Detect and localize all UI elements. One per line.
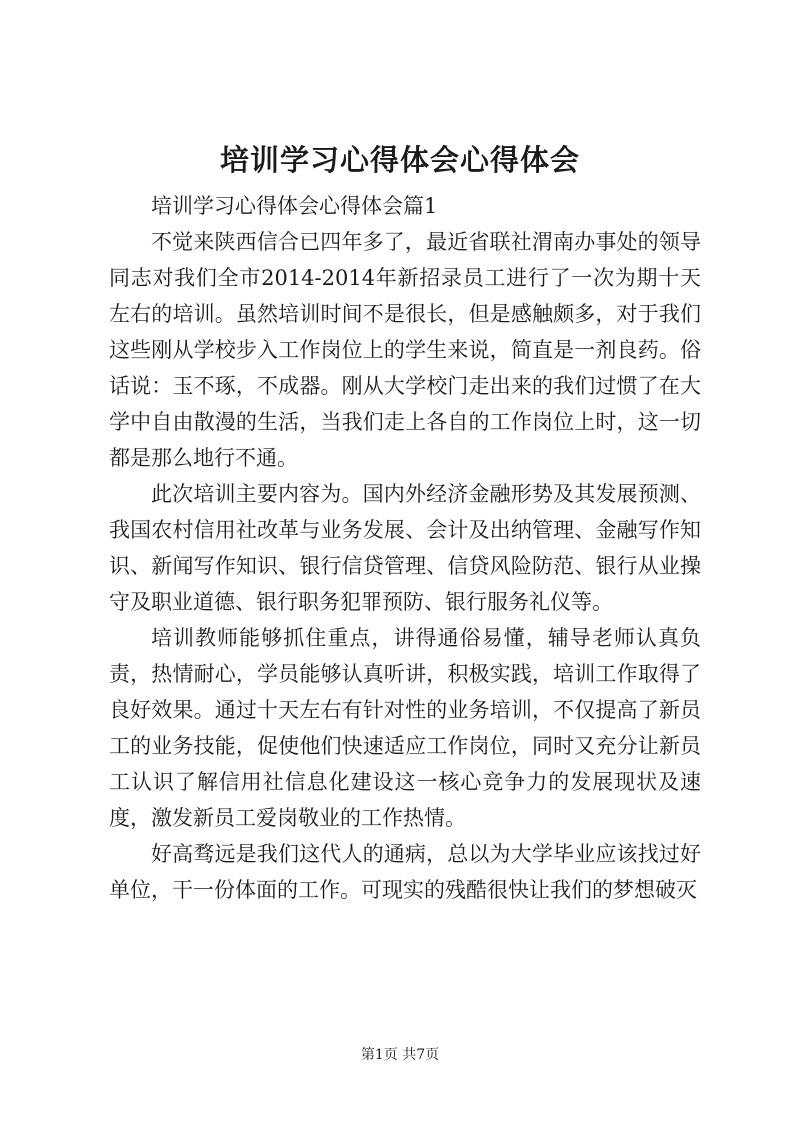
paragraph: 不觉来陕西信合已四年多了，最近省联社渭南办事处的领导同志对我们全市2014-2014年新招录员工进行了一次为期十天左右的培训。虽然培训时间不是很长，但是感触颇多，对于我们这些刚从学校步入工作岗位上的学生来说，简直是一剂良药。俗话说：玉不琢，不成器。刚从大学校门走出来的我们过惯了在大学中自由散漫的生活，当我们走上各自的工作岗位上时，这一切都是那么地行不通。: [109, 230, 701, 470]
paragraph: 此次培训主要内容为。国内外经济金融形势及其发展预测、我国农村信用社改革与业务发展、会计及出纳管理、金融写作知识、新闻写作知识、银行信贷管理、信贷风险防范、银行从业操守及职业道德、银行职务犯罪预防、银行服务礼仪等。: [109, 482, 701, 614]
document-title: 培训学习心得体会心得体会: [219, 143, 580, 177]
paragraph: 好高骛远是我们这代人的通病，总以为大学毕业应该找过好单位，干一份体面的工作。可现实的残酷很快让我们的梦想破灭: [109, 842, 701, 902]
page-footer: 第1页 共7页: [360, 1047, 440, 1063]
section-heading: 培训学习心得体会心得体会篇1: [151, 194, 438, 218]
document-body: [109, 188, 701, 908]
paragraph: 培训教师能够抓住重点，讲得通俗易懂，辅导老师认真负责，热情耐心，学员能够认真听讲，积极实践，培训工作取得了良好效果。通过十天左右有针对性的业务培训，不仅提高了新员工的业务技能，促使他们快速适应工作岗位，同时又充分让新员工认识了解信用社信息化建设这一核心竞争力的发展现状及速度，激发新员工爱岗敬业的工作热情。: [109, 626, 701, 830]
